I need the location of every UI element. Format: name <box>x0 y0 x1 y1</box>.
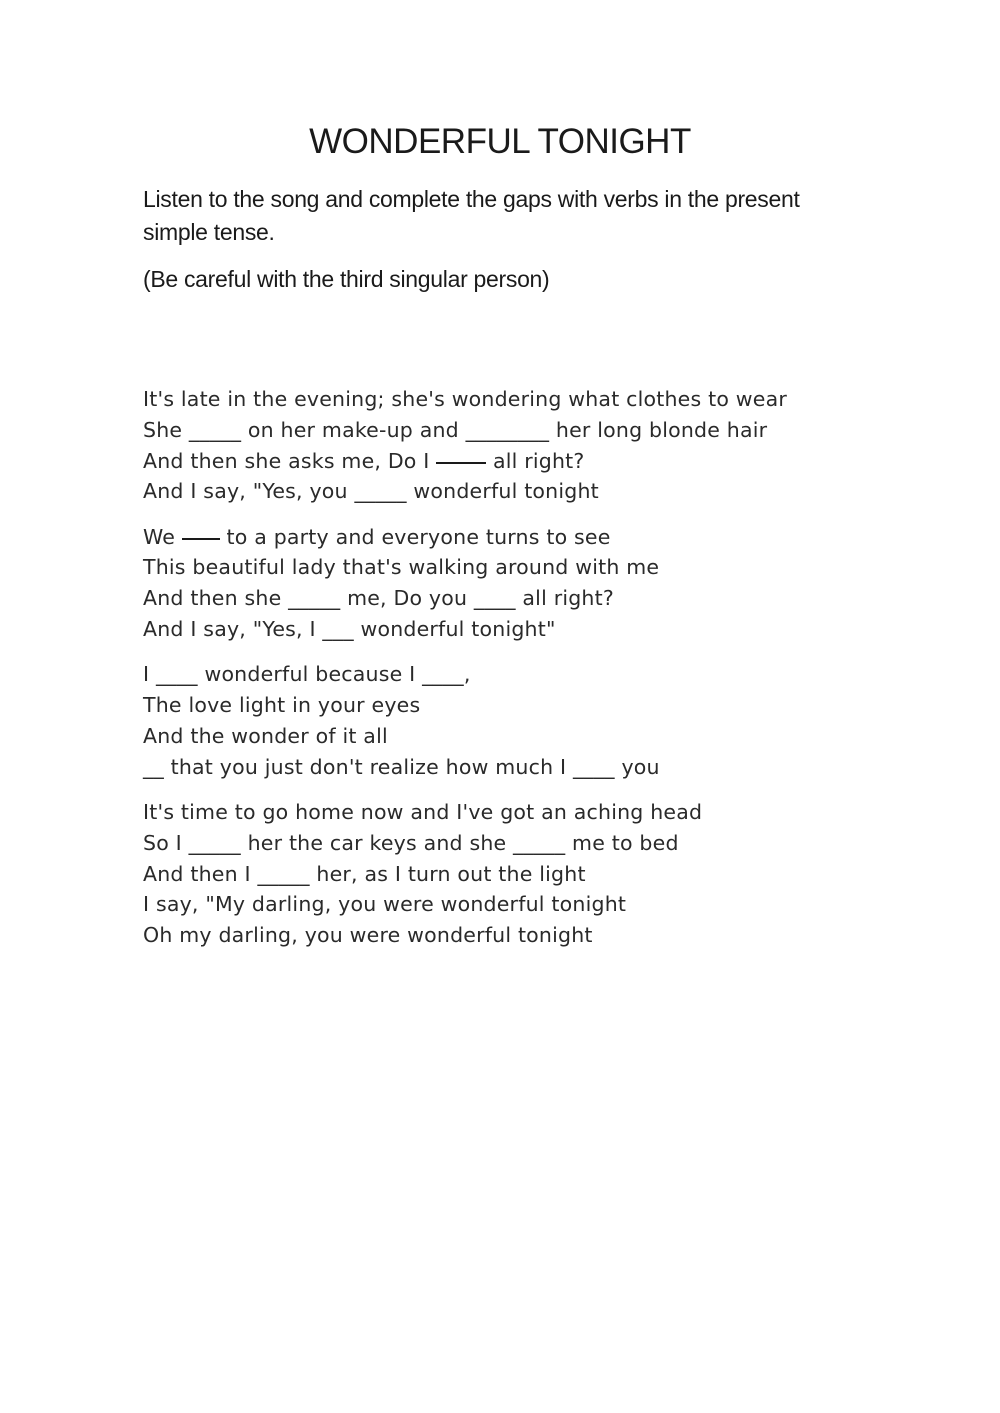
stanza-1 <box>143 384 863 507</box>
instructions <box>143 183 863 296</box>
lyric-line: And then she _____ me, Do you ____ all right? <box>143 586 614 611</box>
lyric-line: She _____ on her make-up and ________ her long blonde hair <box>143 417 768 442</box>
stanza-4 <box>143 797 863 951</box>
lyric-line: Oh my darling, you were wonderful tonight <box>143 923 593 948</box>
lyric-line: And then I _____ her, as I turn out the light <box>143 861 586 886</box>
lyric-line: And I say, "Yes, I ___ wonderful tonight" <box>143 617 556 642</box>
lyric-line <box>143 446 863 477</box>
lyric-line: And the wonder of it all <box>143 723 388 748</box>
lyric-line: It's late in the evening; she's wondering what clothes to wear <box>143 387 787 411</box>
lyric-line: This beautiful lady that's walking around with me <box>143 555 660 580</box>
lyric-line: So I _____ her the car keys and she _____ me to bed <box>143 830 679 855</box>
lyric-line: I say, "My darling, you were wonderful tonight <box>143 892 627 917</box>
lyric-text: We <box>143 524 182 549</box>
gap-blank <box>436 462 486 464</box>
lyric-line: The love light in your eyes <box>143 693 421 718</box>
lyric-line <box>143 522 863 553</box>
lyric-text: all right? <box>486 448 585 473</box>
gap-blank <box>182 538 220 540</box>
lyric-line: I ____ wonderful because I ____, <box>143 662 471 687</box>
lyric-line: It's time to go home now and I've got an aching head <box>143 800 703 825</box>
lyrics <box>143 384 863 966</box>
page-title: WONDERFUL TONIGHT <box>309 122 691 161</box>
stanza-2 <box>143 522 863 645</box>
lyric-line: And I say, "Yes, you _____ wonderful tonight <box>143 479 599 504</box>
stanza-3 <box>143 659 863 782</box>
lyric-text: to a party and everyone turns to see <box>219 524 611 549</box>
instructions-text: Listen to the song and complete the gaps with verbs in the present simple tense. <box>143 186 800 245</box>
instructions-note: (Be careful with the third singular person) <box>143 266 550 292</box>
lyric-line: __ that you just don't realize how much I ____ you <box>143 754 660 779</box>
lyric-text: And then she asks me, Do I <box>143 448 437 473</box>
